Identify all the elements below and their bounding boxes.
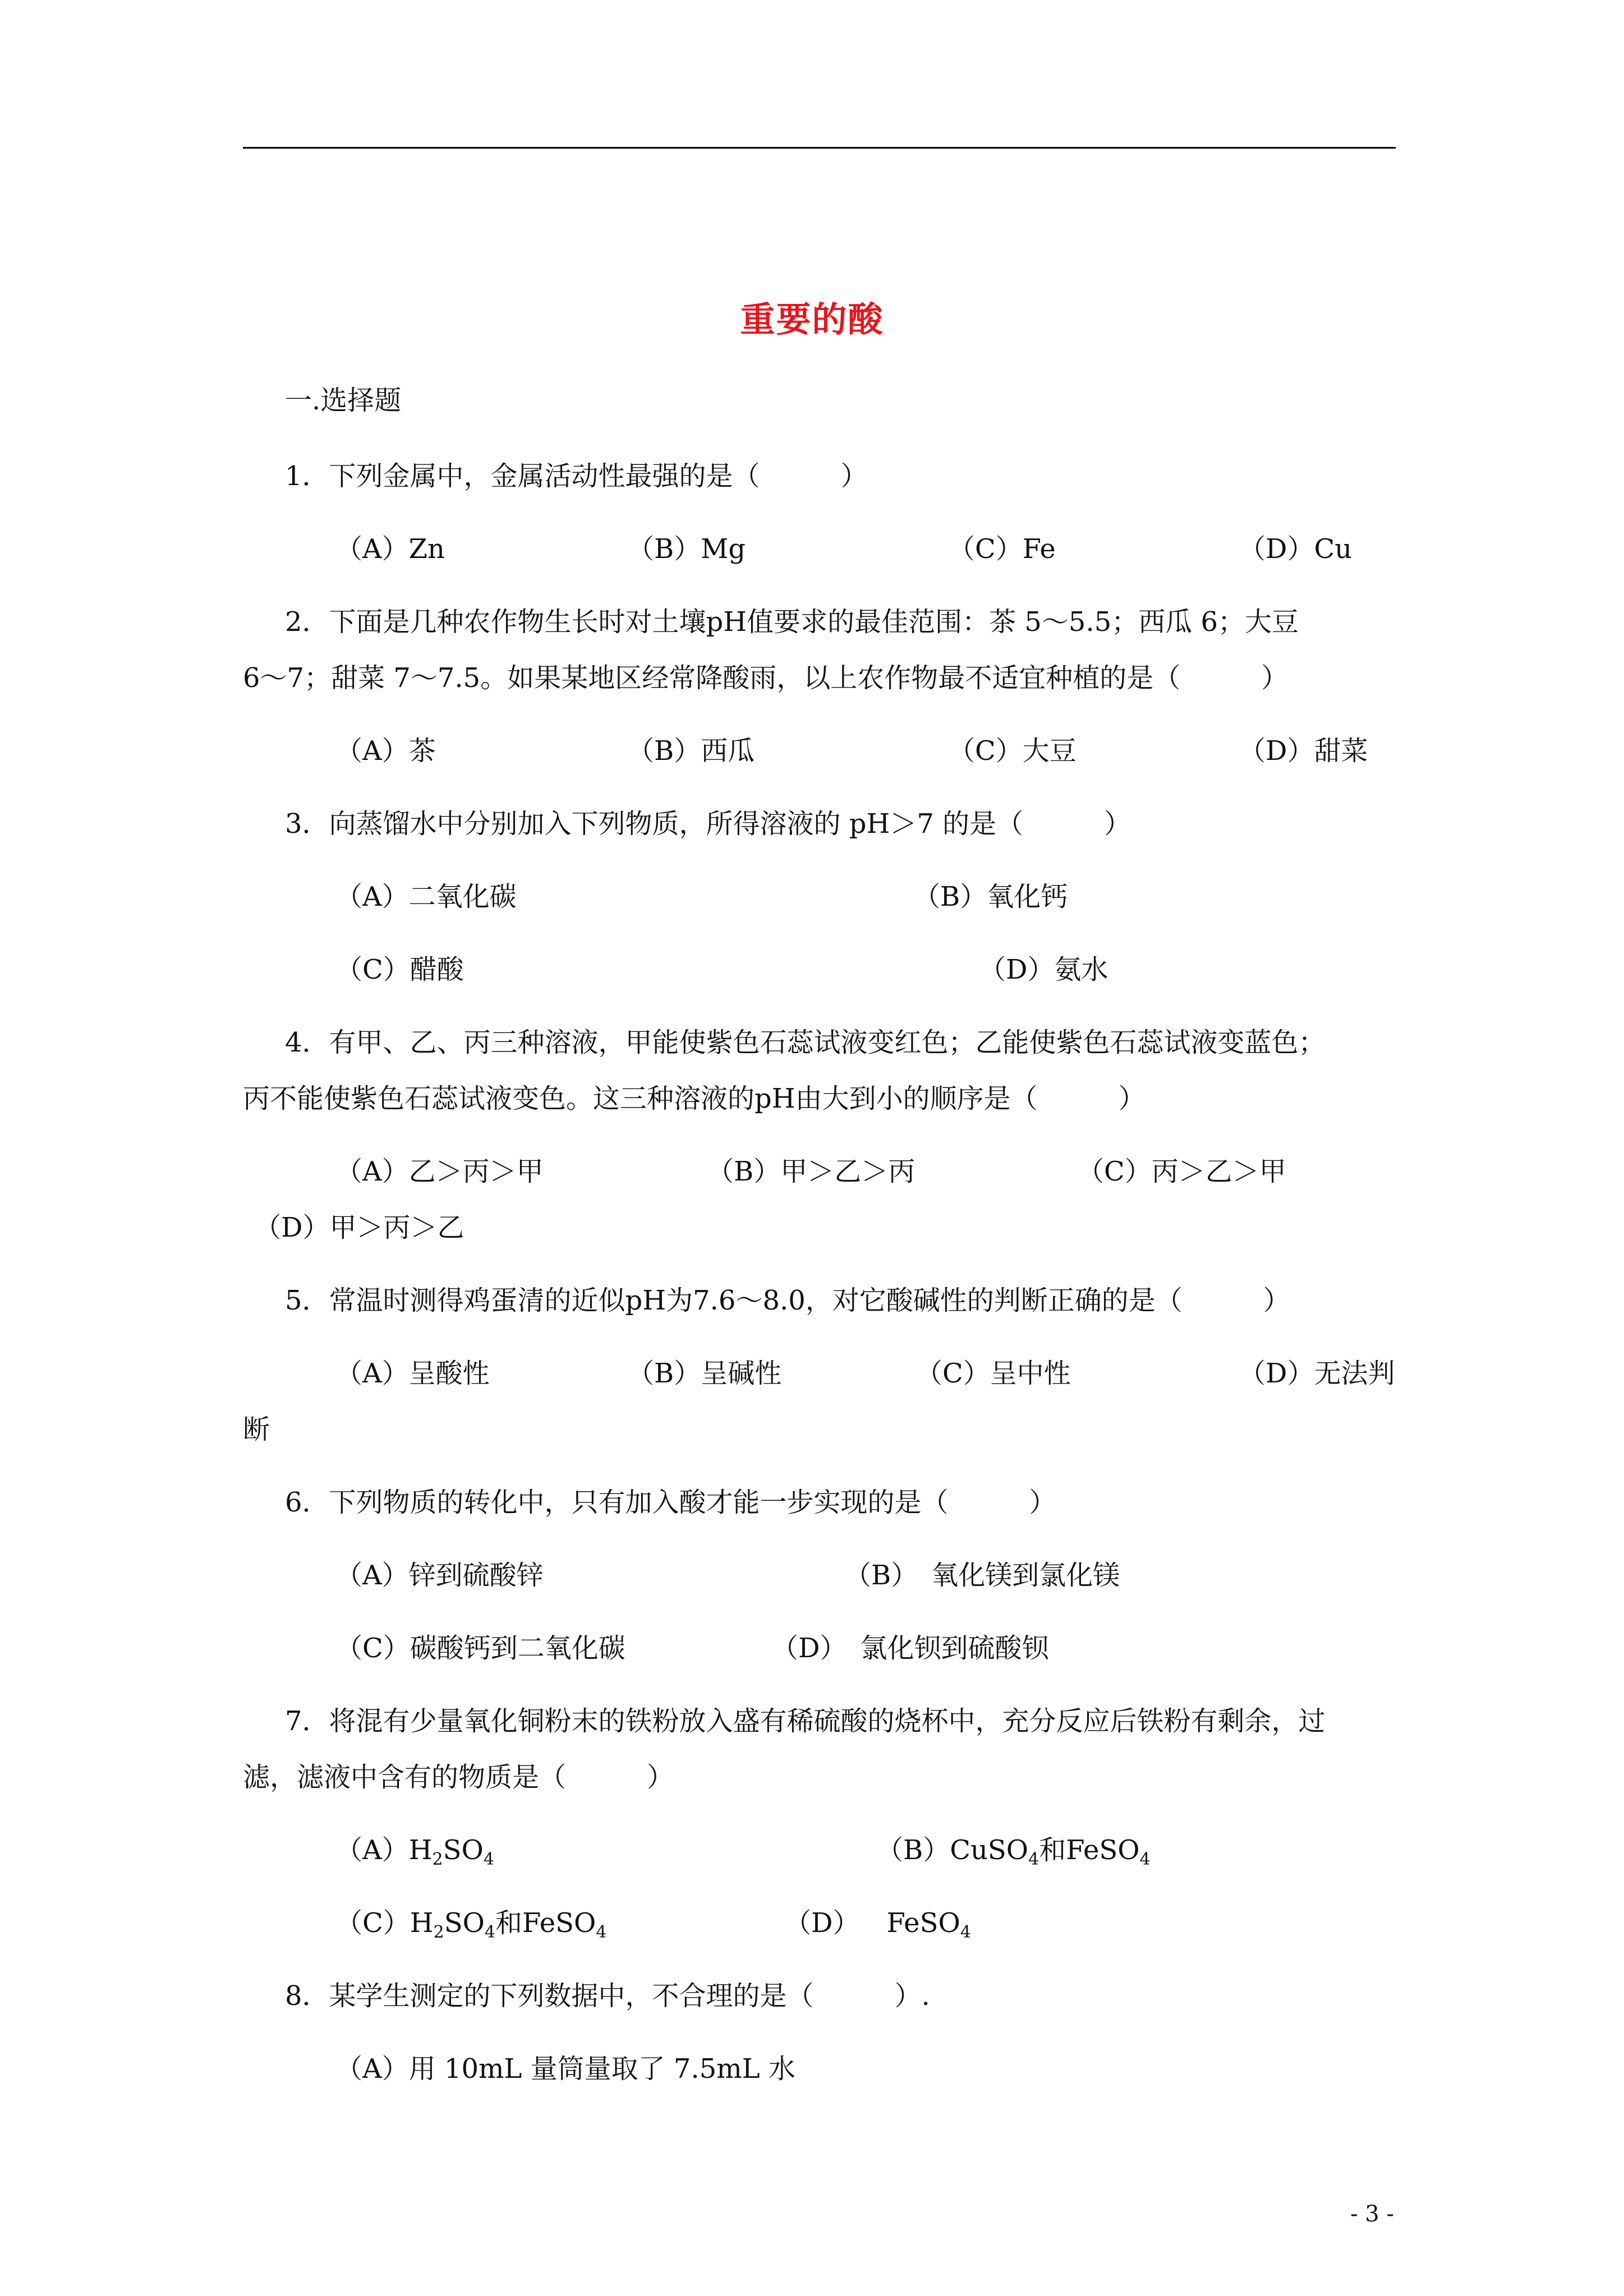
q6-option-a: （A）锌到硫酸锌 [335,1560,544,1591]
q7-option-a-label: （A） [335,1834,409,1866]
question-3-stem: 3．向蒸馏水中分别加入下列物质，所得溶液的 pH＞7 的是（ ） [285,808,1131,840]
question-2-stem-line2: 6～7；甜菜 7～7.5。如果某地区经常降酸雨，以上农作物最不适宜种植的是（ ） [243,662,1289,694]
q4-option-b: （B）甲＞乙＞丙 [707,1156,915,1187]
q6-option-c: （C）碳酸钙到二氧化碳 [335,1633,625,1664]
q1-option-c: （C）Fe [948,533,1056,565]
q5-option-a: （A）呈酸性 [335,1358,490,1389]
q6-option-b: （B） 氧化镁到氯化镁 [844,1560,1120,1591]
question-4-stem-line2: 丙不能使紫色石蕊试液变色。这三种溶液的pH由大到小的顺序是（ ） [243,1083,1145,1114]
q4-option-a: （A）乙＞丙＞甲 [335,1156,544,1187]
q4-option-c: （C）丙＞乙＞甲 [1077,1156,1286,1187]
question-8-stem: 8．某学生测定的下列数据中，不合理的是（ ）. [285,1980,930,2012]
q2-option-c: （C）大豆 [948,735,1076,767]
q7-option-b-label: （B） [876,1834,950,1866]
q4-option-d: （D）甲＞丙＞乙 [254,1212,464,1243]
q5-option-c: （C）呈中性 [915,1358,1071,1389]
header-rule [243,147,1396,149]
page-number: - 3 - [1350,2201,1394,2227]
q3-option-b: （B）氧化钙 [913,881,1068,912]
q7-option-c: $(C)H_2SO_4$和FeSO$_4$ [335,1907,607,1942]
question-4-stem-line1: 4．有甲、乙、丙三种溶液，甲能使紫色石蕊试液变红色；乙能使紫色石蕊试液变蓝色； [285,1027,1326,1058]
question-1-stem: 1．下列金属中，金属活动性最强的是（ ） [285,460,868,492]
page-title: 重要的酸 [740,299,884,340]
q6-option-d: （D） 氯化钡到硫酸钡 [771,1633,1049,1664]
section-heading: 一.选择题 [285,385,402,416]
question-7-stem-line2: 滤，滤液中含有的物质是（ ） [243,1762,674,1793]
q2-option-d: （D）甜菜 [1239,735,1368,767]
question-5-stem: 5．常温时测得鸡蛋清的近似pH为7.6～8.0，对它酸碱性的判断正确的是（ ） [285,1285,1290,1316]
q3-option-d: （D）氨水 [979,954,1108,985]
q3-option-a: （A）二氧化碳 [335,881,517,912]
q3-option-c: （C）醋酸 [335,954,464,985]
q7-option-d-label: （D） [784,1907,860,1939]
q1-option-d: （D）Cu [1239,533,1352,565]
q5-option-d-continued: 断 [243,1414,270,1445]
question-7-stem-line1: 7．将混有少量氧化铜粉末的铁粉放入盛有稀硫酸的烧杯中，充分反应后铁粉有剩余，过 [285,1705,1326,1737]
q2-option-a: （A）茶 [335,735,436,767]
question-2-stem-line1: 2．下面是几种农作物生长时对土壤pH值要求的最佳范围：茶 5～5.5；西瓜 6；大豆 [285,606,1299,638]
q1-option-a: （A）Zn [335,533,445,565]
q1-option-b: （B）Mg [627,533,746,565]
q5-option-d: （D）无法判 [1239,1358,1395,1389]
q7-option-c-label: （C） [335,1907,410,1939]
q7-option-a: $(A)H_2SO_4$ [335,1834,494,1869]
q7-option-b: （B）CuSO$_4$和FeSO$_4$ [876,1834,1151,1869]
q7-option-d: （D） FeSO$_4$ [784,1907,971,1942]
question-6-stem: 6．下列物质的转化中，只有加入酸才能一步实现的是（ ） [285,1487,1056,1518]
q5-option-b: （B）呈碱性 [627,1358,782,1389]
q8-option-a: （A）用 10mL 量筒量取了 7.5mL 水 [335,2053,795,2085]
q2-option-b: （B）西瓜 [627,735,755,767]
